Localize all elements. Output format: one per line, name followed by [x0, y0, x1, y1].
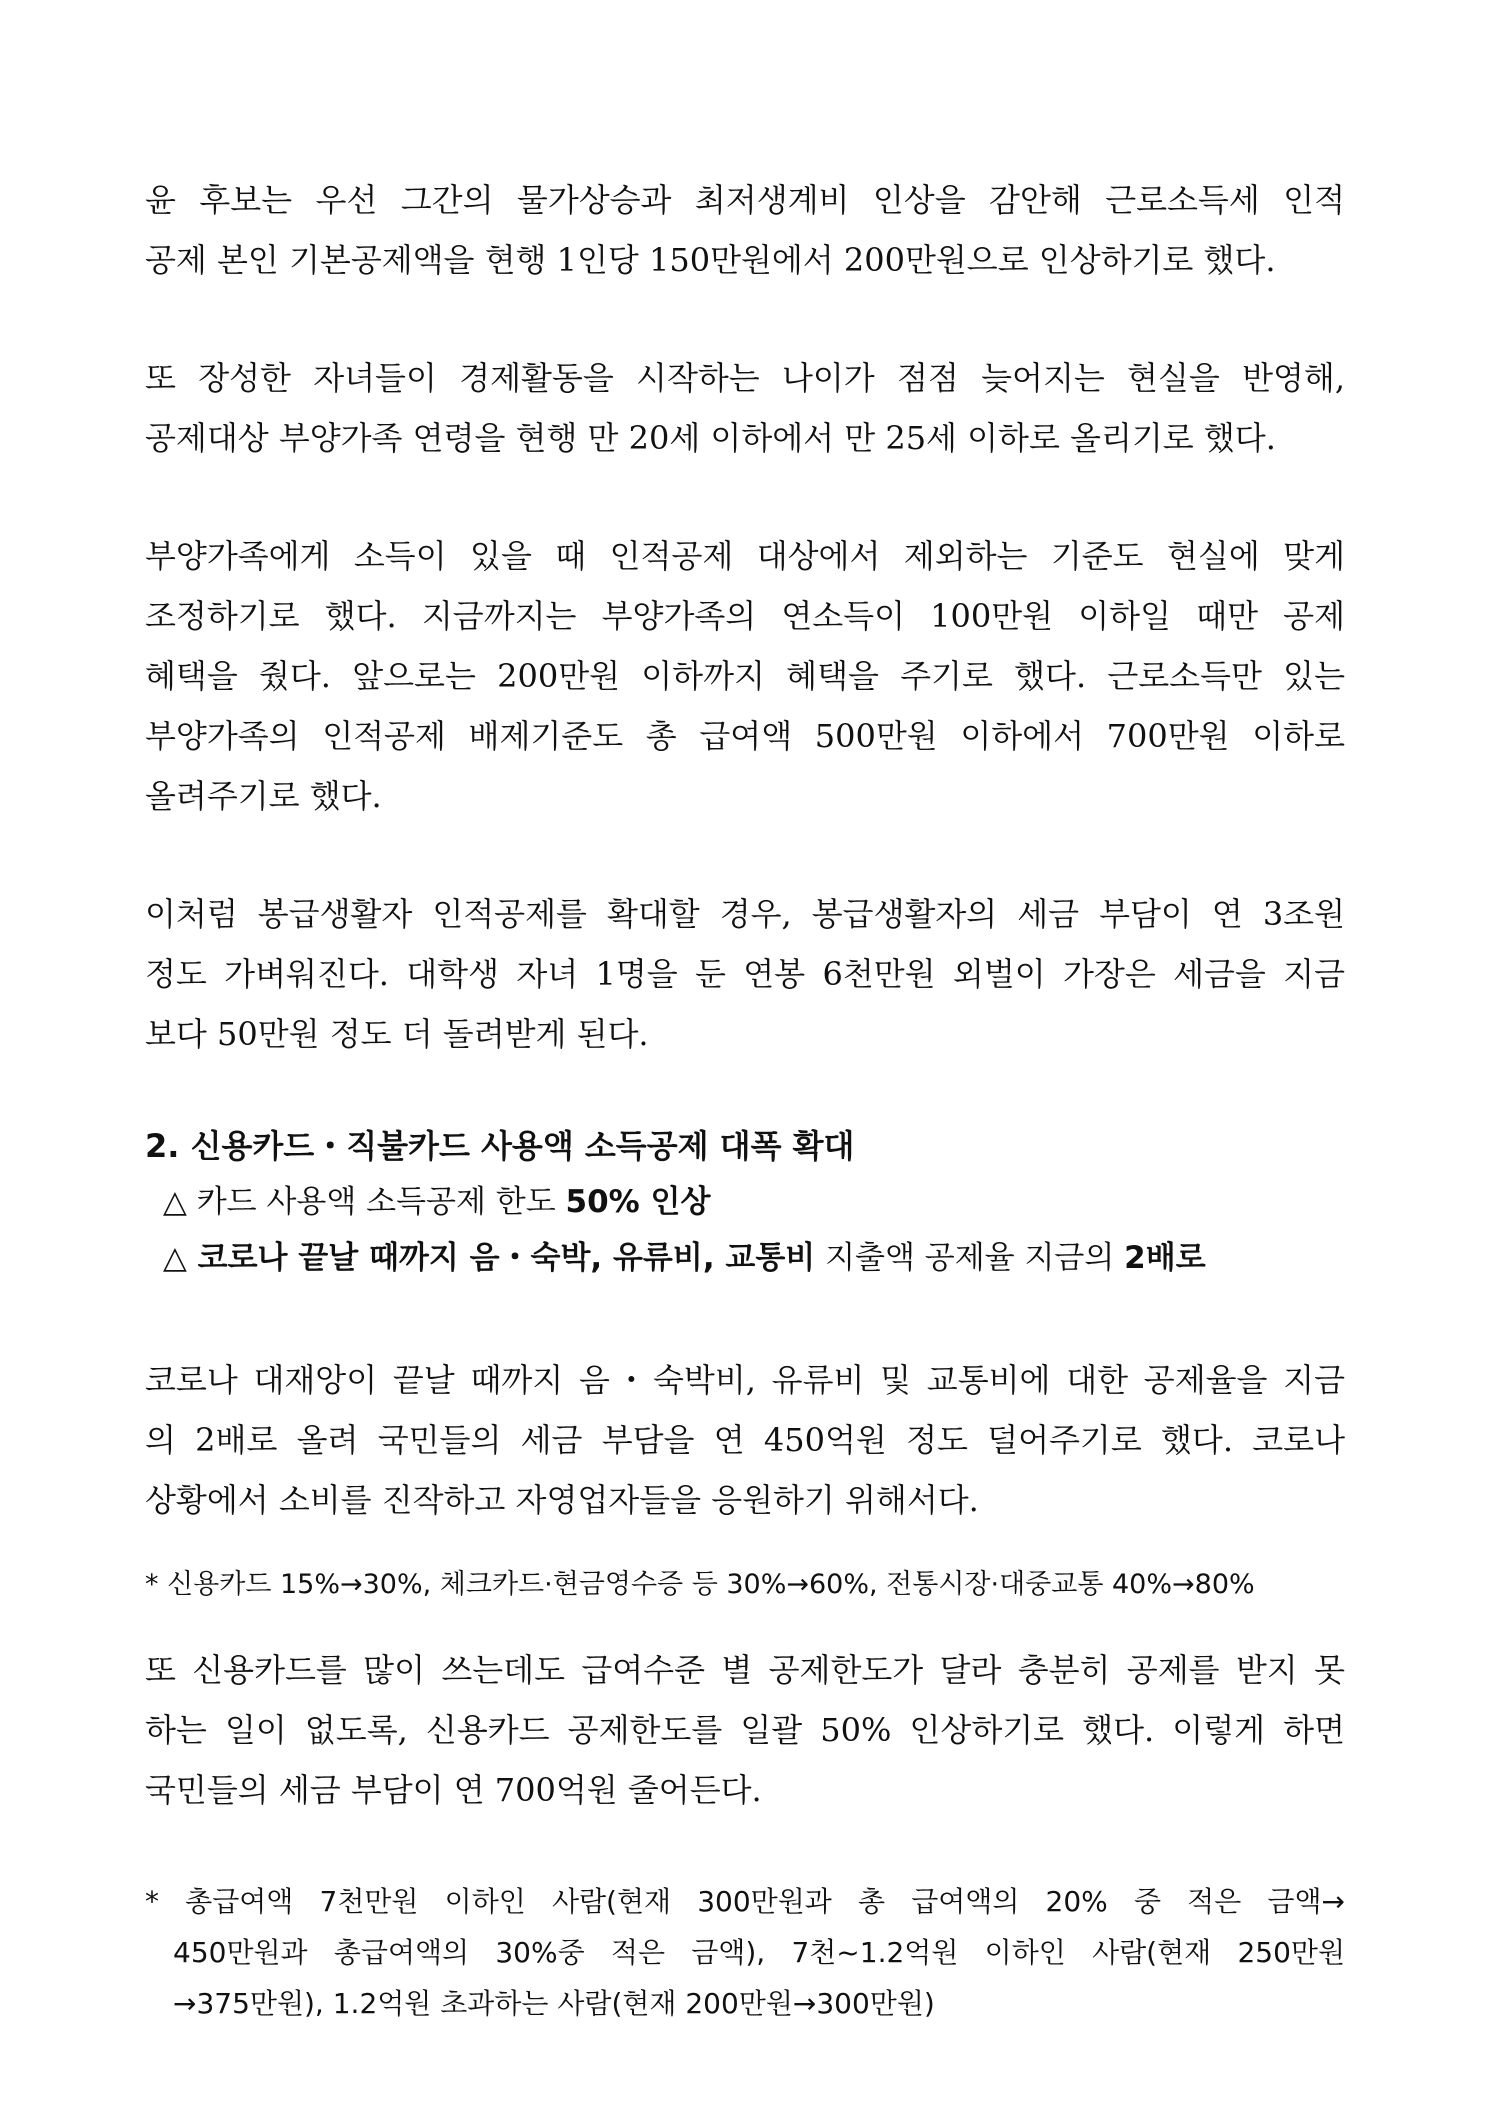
paragraph-line: 부양가족의 인적공제 배제기준도 총 급여액 500만원 이하에서 700만원 이하로	[145, 717, 1345, 755]
paragraph-tax-burden	[145, 884, 1345, 1064]
paragraph-card-limit	[145, 1640, 1345, 1820]
paragraph-line: 조정하기로 했다. 지금까지는 부양가족의 연소득이 100만원 이하일 때만 공제	[145, 597, 1345, 635]
paragraph-line: 공제 본인 기본공제액을 현행 1인당 150만원에서 200만원으로 인상하기로 했다.	[145, 241, 1276, 279]
section-2	[145, 1118, 1345, 1286]
bullet-text: 카드 사용액 소득공제 한도	[186, 1184, 566, 1220]
paragraph-line: 하는 일이 없도록, 신용카드 공제한도를 일괄 50% 인상하기로 했다. 이렇게 하면	[145, 1711, 1345, 1749]
triangle-bullet-icon: △	[163, 1240, 187, 1276]
paragraph-line: 공제대상 부양가족 연령을 현행 만 20세 이하에서 만 25세 이하로 올리기로 했다.	[145, 419, 1276, 457]
bullet-emphasis: 코로나 끝날 때까지 음・숙박, 유류비, 교통비	[186, 1240, 816, 1276]
bullet-text: 지출액 공제율 지금의	[815, 1240, 1125, 1276]
paragraph-covid-deduction	[145, 1350, 1345, 1530]
paragraph-line: 또 장성한 자녀들이 경제활동을 시작하는 나이가 점점 늦어지는 현실을 반영해,	[145, 359, 1345, 397]
paragraph-line: 코로나 대재앙이 끝날 때까지 음・숙박비, 유류비 및 교통비에 대한 공제율을 지금	[145, 1361, 1345, 1399]
paragraph-basic-deduction	[145, 170, 1345, 290]
paragraph-line: 국민들의 세금 부담이 연 700억원 줄어든다.	[145, 1771, 762, 1809]
paragraph-line: 정도 가벼워진다. 대학생 자녀 1명을 둔 연봉 6천만원 외벌이 가장은 세금을 지금	[145, 955, 1345, 993]
bullet-emphasis: 50% 인상	[565, 1184, 711, 1220]
bullet-item	[163, 1230, 1345, 1286]
footnote-line: * 총급여액 7천만원 이하인 사람(현재 300만원과 총 급여액의 20% 중 적은 금액→	[145, 1885, 1345, 1918]
paragraph-line: 올려주기로 했다.	[145, 777, 382, 815]
section-heading-text: 2. 신용카드・직불카드 사용액 소득공제 대폭 확대	[145, 1127, 855, 1165]
document-page	[145, 170, 1345, 2029]
bullet-emphasis: 2배로	[1124, 1240, 1206, 1276]
footnote-rates: * 신용카드 15%→30%, 체크카드·현금영수증 등 30%→60%, 전통시장·대중교통 40%→80%	[145, 1569, 1255, 1600]
footnote-limits	[145, 1876, 1345, 2029]
footnote-line: 450만원과 총급여액의 30%중 적은 금액), 7천~1.2억원 이하인 사람(현재 250만원	[173, 1936, 1345, 1969]
paragraph-line: 상황에서 소비를 진작하고 자영업자들을 응원하기 위해서다.	[145, 1481, 979, 1519]
section-heading	[145, 1118, 1345, 1174]
paragraph-line: 이처럼 봉급생활자 인적공제를 확대할 경우, 봉급생활자의 세금 부담이 연 3조원	[145, 895, 1345, 933]
paragraph-line: 의 2배로 올려 국민들의 세금 부담을 연 450억원 정도 덜어주기로 했다. 코로나	[145, 1421, 1345, 1459]
paragraph-line: 또 신용카드를 많이 쓰는데도 급여수준 별 공제한도가 달라 충분히 공제를 받지 못	[145, 1651, 1345, 1689]
bullet-item	[163, 1174, 1345, 1230]
paragraph-line: 윤 후보는 우선 그간의 물가상승과 최저생계비 인상을 감안해 근로소득세 인적	[145, 181, 1345, 219]
footnote-line: →375만원), 1.2억원 초과하는 사람(현재 200만원→300만원)	[173, 1987, 935, 2020]
paragraph-line: 혜택을 줬다. 앞으로는 200만원 이하까지 혜택을 주기로 했다. 근로소득만 있는	[145, 657, 1345, 695]
paragraph-line: 부양가족에게 소득이 있을 때 인적공제 대상에서 제외하는 기준도 현실에 맞게	[145, 537, 1345, 575]
paragraph-dependent-income	[145, 526, 1345, 826]
triangle-bullet-icon: △	[163, 1184, 187, 1220]
paragraph-line: 보다 50만원 정도 더 돌려받게 된다.	[145, 1015, 649, 1053]
paragraph-dependent-age	[145, 348, 1345, 468]
